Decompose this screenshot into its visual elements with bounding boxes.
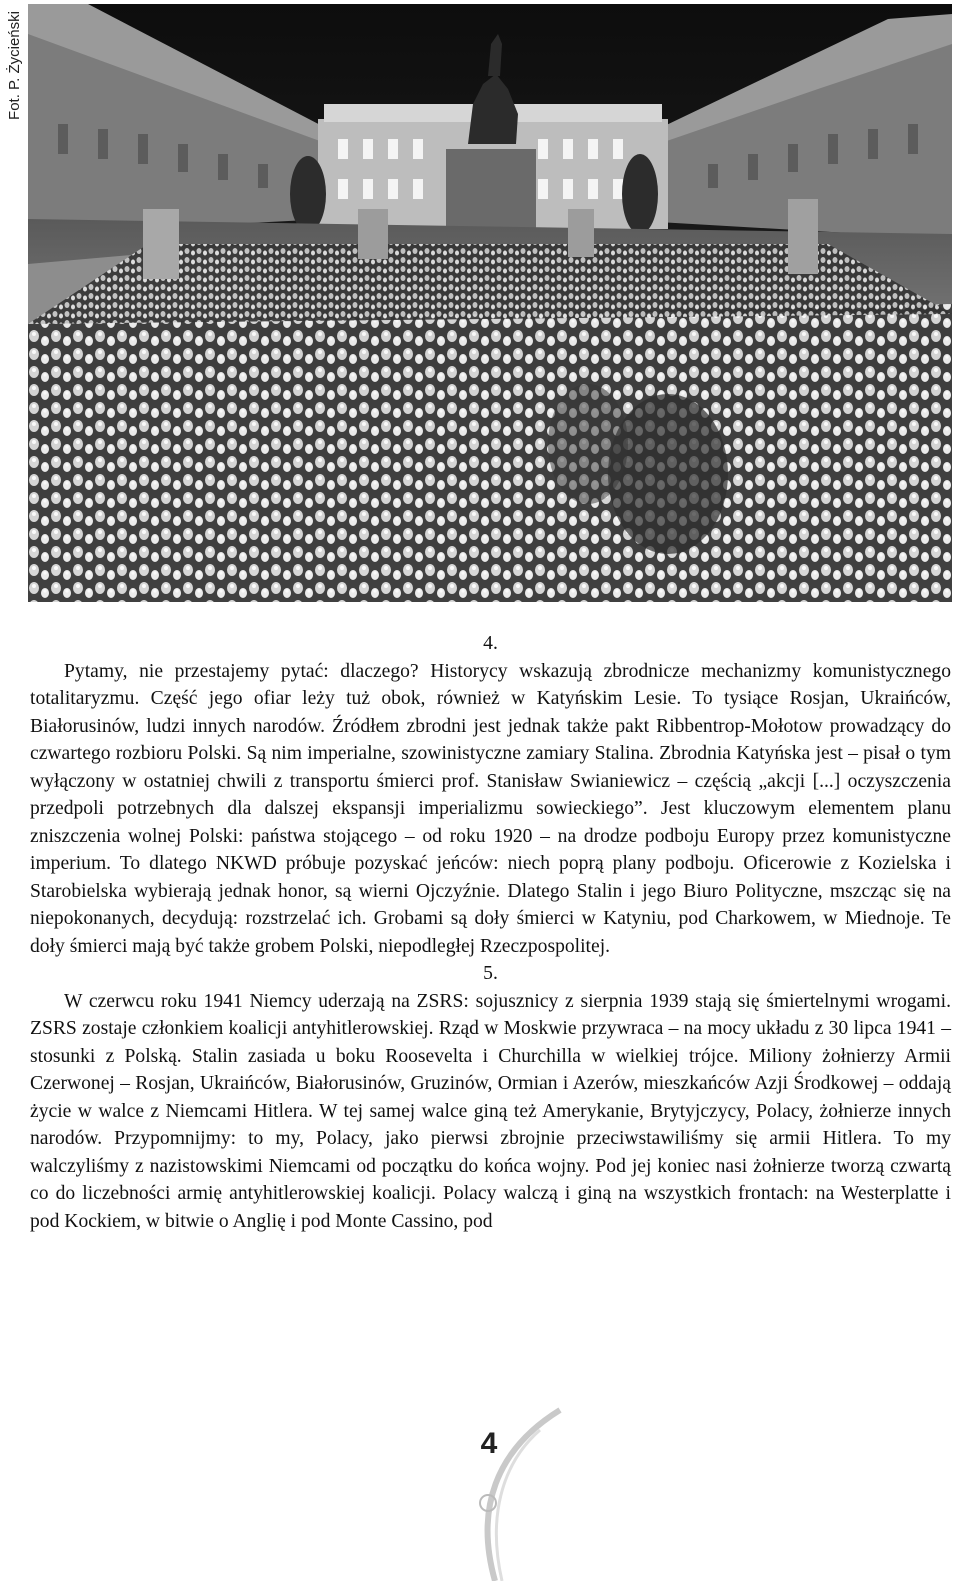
section-5-paragraph: W czerwcu roku 1941 Niemcy uderzają na ZSRS: sojusznicy z sierpnia 1939 stają się śmiertelnymi wrogami. ZSRS zostaje członkiem koalicji antyhitlerowskiej. Rząd w Moskwie przywraca – na mocy układu z 30 lipca 1941 – stosunki z Polską. Stalin zasiada u boku Roosevelta i Churchilla w wielkiej trójce. Miliony żołnierzy Armii Czerwonej – Rosjan, Ukraińców, Białorusinów, Gruzinów, Ormian i Azerów, mieszkańców Azji Środkowej – oddają życie w walce z Niemcami Hitlera. W tej samej walce giną też Amerykanie, Brytyjczycy, Polacy, żołnierze innych narodów. Przypomnijmy: to my, Polacy, jako pierwsi zbrojnie przeciwstawiliśmy się armii Hitlera. To my walczyliśmy z nazistowskimi Niemcami od początku do końca wojny. Pod jej koniec nasi żołnierze tworzą czwartą co do liczebności armię antyhitlerowskiej koalicji. Polacy walczą i giną na wszystkich frontach: na Westerplatte i pod Kockiem, w bitwie o Anglię i pod Monte Cassino, pod: [30, 990, 951, 1232]
section-number-5: 5.: [483, 963, 498, 984]
memorial-photo: [28, 4, 952, 602]
section-number-4: 4.: [483, 633, 498, 654]
section-4-paragraph: Pytamy, nie przestajemy pytać: dlaczego? Historycy wskazują zbrodnicze mechanizmy komunistycznego totalitaryzmu. Część jego ofiar leży tuż obok, również w Katyńskim Lesie. To tysiące Rosjan, Ukraińców, Białorusinów, ludzi innych narodów. Źródłem zbrodni jest jednak także pakt Ribbentrop-Mołotow prowadzący do czwartego rozbioru Polski. Są nim imperialne, szowinistyczne zamiary Stalina. Zbrodnia Katyńska jest – pisał o tym wyłączony w ostatniej chwili z transportu śmierci prof. Stanisław Swianiewicz – częścią „akcji [...] oczyszczenia przedpoli potrzebnych dla dalszej ekspansji imperializmu sowieckiego”. Jest kluczowym elementem planu zniszczenia wolnej Polski: państwa stojącego – od roku 1920 – na drodze podboju Europy przez komunistyczne imperium. To dlatego NKWD próbuje pozyskać jeńców: niech poprą plany podboju. Oficerowie z Kozielska i Starobielska wybierają jednak honor, są wierni Ojczyźnie. Dlatego Stalin i jego Biuro Polityczne, mszcząc się na niepokonanych, decydują: rozstrzelać ich. Grobami są doły śmierci w Katyniu, pod Charkowem, w Miednoje. Te doły śmierci mają być także grobem Polski, niepodległej Rzeczpospolitej.: [30, 660, 951, 957]
photo-credit-text: Fot. P. Życieński: [5, 10, 23, 120]
memorial-photo-illustration: [28, 4, 952, 602]
photo-credit: [0, 0, 28, 130]
article-body: [30, 630, 951, 1235]
page-ornament: [440, 1400, 580, 1581]
page-number: 4: [480, 1427, 498, 1460]
